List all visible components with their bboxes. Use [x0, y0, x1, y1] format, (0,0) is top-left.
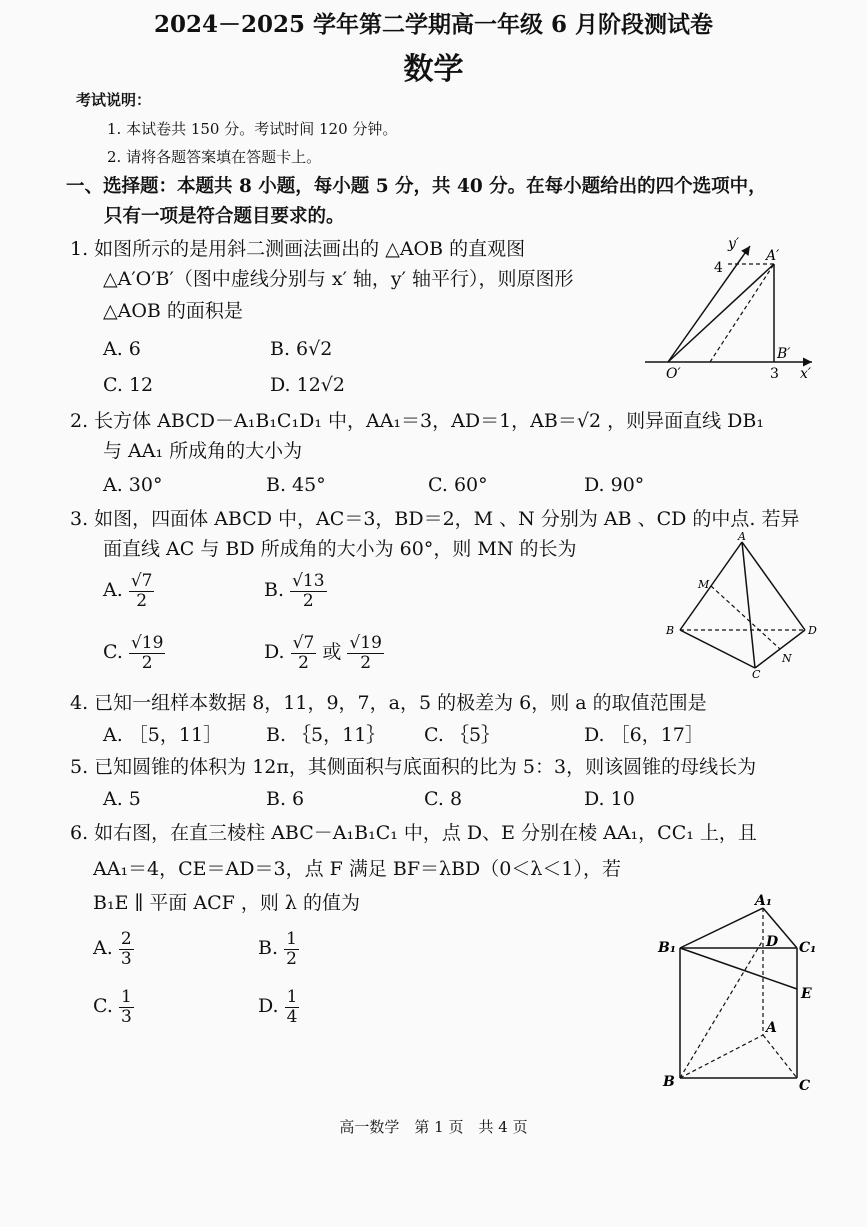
q6-option-a: A. $\frac{2}{3}$	[93, 929, 132, 969]
tet-label-d: D	[808, 624, 817, 637]
fraction: $\frac{1}{2}$	[286, 929, 297, 969]
section-heading: 一、选择题：本题共 8 小题，每小题 5 分，共 40 分。在每小题给出的四个选项中，	[66, 176, 767, 197]
fraction: $\frac{1}{3}$	[120, 987, 132, 1027]
q2-option-c: C. 60°	[428, 474, 488, 496]
y-axis-label: y′	[728, 236, 740, 252]
prism-label-a1: A₁	[755, 893, 772, 909]
q1-line-1: 1. 如图所示的是用斜二测画法画出的 △AOB 的直观图	[70, 238, 526, 260]
note-1: 1. 本试卷共 150 分。考试时间 120 分钟。	[107, 120, 398, 138]
q3-option-a: A. $\frac{√7}{2}$	[103, 571, 153, 611]
point-o-label: O′	[666, 366, 681, 382]
prism-label-d: D	[766, 934, 779, 950]
notes-title: 考试说明：	[76, 91, 152, 109]
q4-option-d: D. ［6，17］	[584, 724, 704, 746]
segment-mn	[711, 586, 780, 649]
q6-figure	[655, 890, 825, 1095]
tick-y-label: 4	[714, 260, 723, 276]
q2-option-a: A. 30°	[103, 474, 163, 496]
q5-option-a: A. 5	[103, 788, 141, 810]
q3-option-b: B. $\frac{√13}{2}$	[264, 571, 325, 611]
tet-label-a: A	[738, 530, 746, 543]
q3-figure	[660, 530, 825, 680]
q5-option-b: B. 6	[266, 788, 305, 810]
prism-label-b: B	[663, 1074, 675, 1090]
edge-ad	[742, 542, 805, 630]
q3-option-c: C. $\frac{√19}{2}$	[103, 633, 164, 673]
subject-title: 数学	[403, 52, 464, 87]
q2-option-b: B. 45°	[266, 474, 326, 496]
tet-label-n: N	[782, 652, 792, 665]
x-axis-label: x′	[800, 366, 812, 382]
fraction: $\frac{√7}{2}$	[292, 633, 315, 673]
q2-option-d: D. 90°	[584, 474, 645, 496]
fraction: $\frac{2}{3}$	[120, 929, 132, 969]
q4-line: 4. 已知一组样本数据 8，11，9，7，a，5 的极差为 6，则 a 的取值范围是	[70, 692, 707, 714]
segment-bd	[680, 940, 763, 1078]
q1-figure	[640, 232, 825, 382]
edge-bc	[680, 630, 755, 668]
section-heading-cont: 只有一项是符合题目要求的。	[104, 206, 345, 227]
prism-label-b1: B₁	[658, 940, 676, 956]
segment-b1e	[680, 948, 797, 989]
q6-option-b: B. $\frac{1}{2}$	[258, 929, 297, 969]
edge-b1a1	[680, 908, 763, 948]
q3-line-2: 面直线 AC 与 BD 所成角的大小为 60°，则 MN 的长为	[103, 538, 577, 560]
y-axis-line	[668, 246, 750, 362]
q4-option-c: C. ｛5｝	[424, 724, 501, 746]
q2-line-2: 与 AA₁ 所成角的大小为	[103, 440, 303, 462]
q5-option-d: D. 10	[584, 788, 635, 810]
point-b-label: B′	[777, 346, 791, 362]
q1-option-d: D. 12√2	[270, 374, 346, 396]
fraction: $\frac{1}{4}$	[286, 987, 298, 1027]
prism-label-c1: C₁	[799, 940, 817, 956]
q1-option-c: C. 12	[103, 374, 154, 396]
tet-label-b: B	[666, 624, 675, 637]
prism-label-a: A	[766, 1020, 777, 1036]
page-footer: 高一数学 第 1 页 共 4 页	[339, 1118, 528, 1136]
q4-option-a: A. ［5，11］	[103, 724, 223, 746]
q1-option-b: B. 6√2	[270, 338, 333, 360]
q5-option-c: C. 8	[424, 788, 463, 810]
q6-option-d: D. $\frac{1}{4}$	[258, 987, 298, 1027]
edge-ac-hidden	[763, 1035, 797, 1078]
point-a-label: A′	[766, 248, 780, 264]
q5-line: 5. 已知圆锥的体积为 12π，其侧面积与底面积的比为 5：3，则该圆锥的母线长为	[70, 756, 757, 778]
fraction: $\frac{√13}{2}$	[292, 571, 325, 611]
q6-line-3: B₁E ∥ 平面 ACF ，则 λ 的值为	[93, 892, 360, 914]
exam-title: 2024－2025 学年第二学期高一年级 6 月阶段测试卷	[153, 11, 714, 38]
q1-line-3: △AOB 的面积是	[103, 300, 243, 322]
q6-line-2: AA₁＝4，CE＝AD＝3，点 F 满足 BF＝λBD（0＜λ＜1），若	[93, 858, 622, 880]
fraction: $\frac{√19}{2}$	[130, 633, 164, 673]
fraction: $\frac{√7}{2}$	[130, 571, 153, 611]
prism-label-c: C	[799, 1078, 811, 1094]
q6-option-c: C. $\frac{1}{3}$	[93, 987, 132, 1027]
segment-oa	[668, 264, 774, 362]
q4-option-b: B. ｛5，11｝	[266, 724, 386, 746]
prism-label-e: E	[801, 986, 812, 1002]
q6-line-1: 6. 如右图，在直三棱柱 ABC－A₁B₁C₁ 中，点 D、E 分别在棱 AA₁，CC₁ 上，且	[70, 822, 757, 844]
q3-option-d: D. $\frac{√7}{2}$ 或 $\frac{√19}{2}$	[264, 633, 382, 673]
q2-line-1: 2. 长方体 ABCD－A₁B₁C₁D₁ 中，AA₁＝3，AD＝1，AB＝√2 ，则异面直线 DB₁	[70, 410, 764, 432]
edge-ac	[742, 542, 755, 668]
q1-option-a: A. 6	[103, 338, 141, 360]
note-2: 2. 请将各题答案填在答题卡上。	[107, 148, 322, 166]
fraction: $\frac{√19}{2}$	[349, 633, 382, 673]
q3-line-1: 3. 如图，四面体 ABCD 中，AC＝3，BD＝2，M 、N 分别为 AB 、CD 的中点. 若异	[70, 508, 800, 530]
tet-label-c: C	[752, 668, 761, 680]
tet-label-m: M	[698, 578, 710, 591]
tick-x-label: 3	[770, 366, 779, 382]
dashed-parallel	[710, 264, 774, 362]
q1-line-2: △A′O′B′（图中虚线分别与 x′ 轴，y′ 轴平行），则原图形	[103, 268, 574, 290]
